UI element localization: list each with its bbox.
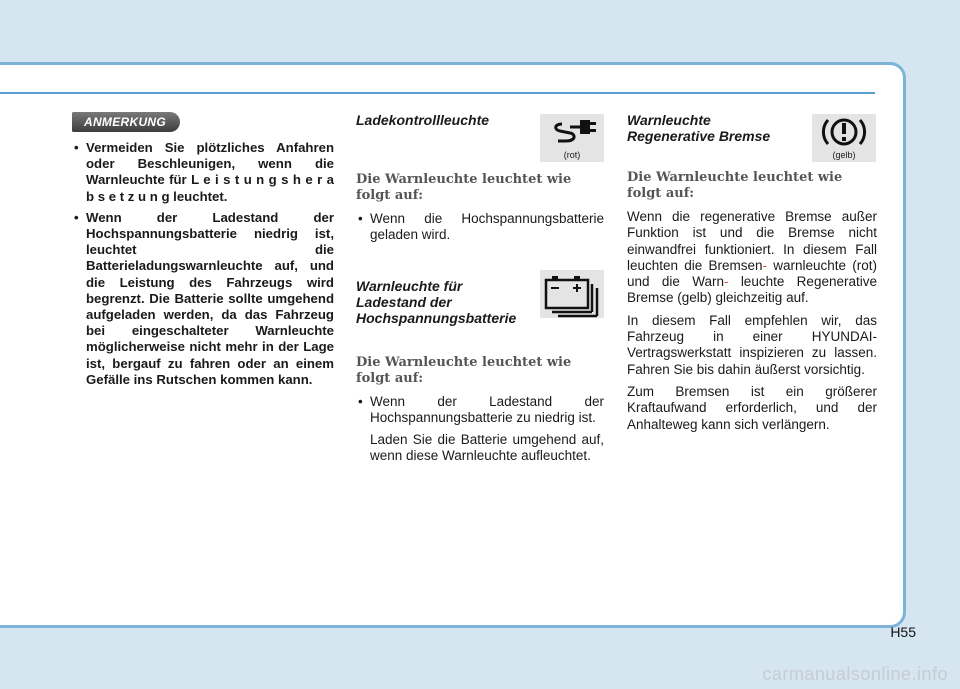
page-number: H55 — [890, 624, 916, 640]
title-line: Warnleuchte für — [356, 277, 463, 294]
battery-lamp-subhead: Die Warnleuchte leuchtet wie folgt auf: — [356, 354, 572, 386]
charge-lamp-title: Ladekontrollleuchte — [356, 112, 490, 128]
charge-lamp-color: (rot) — [563, 150, 581, 160]
title-line: Ladestand der — [356, 293, 452, 310]
list-item: • Wenn die Hochspannungsbatterie geladen wird. — [356, 211, 604, 244]
battery-lamp-icon-box — [540, 270, 604, 318]
regen-lamp-subhead: Die Warnleuchte leuchtet wie folgt auf: — [627, 170, 843, 201]
title-line: Warnleuchte — [627, 112, 711, 128]
regen-lamp-icon-box — [812, 114, 876, 162]
note-item: • Wenn der Ladestand der Hochspannungsbatterie niedrig ist, leuchtet die Batterieladungswarnleuchte auf, und die Leistung des Fahrzeugs wird begrenzt. Die Batterie sollte umgehend aufgeladen werden, da das Fahrzeug bei eingeschalteter Warnleuchte möglicherweise nicht mehr in der Lage ist, bergauf zu fahren oder an einem Gefälle ins Rutschen kommen kann. — [72, 210, 334, 388]
text-part: Wenn die regenerative Bremse außer Funktion ist und die Bremse nicht einwandfrei funktioniert. In diesem Fall leuchten die Bremsen — [627, 209, 877, 273]
note-list — [72, 140, 334, 388]
list-item: • Wenn der Ladestand der Hochspannungsbatterie zu niedrig ist. — [356, 394, 604, 427]
regen-para-2: In diesem Fall empfehlen wir, das Fahrzeug in einer HYUNDAI-Vertragswerkstatt inspizieren zu lassen. Fahren Sie bis dahin äußerst vorsichtig. — [627, 312, 877, 377]
note-item: • Vermeiden Sie plötzliches Anfahren oder Beschleunigen, wenn die Warnleuchte für L e i s t u n g s h e r a b s e t z u n g leuchtet. — [72, 140, 334, 205]
charge-lamp-icon-box — [540, 114, 604, 162]
charge-lamp-subhead: Die Warnleuchte leuchtet wie folgt auf: — [356, 172, 572, 203]
charge-lamp-list — [356, 211, 604, 244]
regen-lamp-color: (gelb) — [832, 150, 856, 160]
regen-lamp-body — [627, 209, 877, 433]
plug-charge-icon — [540, 114, 604, 150]
battery-lamp-list — [356, 394, 604, 427]
note-column — [72, 112, 334, 393]
header-rule — [0, 92, 875, 94]
battery-lamp-followup: Laden Sie die Batterie umgehend auf, wenn diese Warnleuchte aufleuchtet. — [370, 432, 604, 464]
regen-para-1 — [627, 209, 877, 307]
note-tag: ANMERKUNG — [72, 112, 180, 132]
text-part: leuchte Regenerative Bremse (gelb) gleichzeitig auf. — [627, 274, 877, 306]
title-line: Hochspannungsbatterie — [356, 309, 517, 326]
hyphen: - — [762, 257, 768, 273]
watermark: carmanualsonline.info — [762, 664, 948, 684]
brake-warning-icon — [812, 114, 876, 152]
title-line: Regenerative Bremse — [627, 128, 771, 144]
regen-para-3: Zum Bremsen ist ein größerer Kraftaufwand erforderlich, und der Anhalteweg kann sich verlängern. — [627, 383, 877, 432]
battery-stack-icon — [540, 270, 604, 318]
text-part: warnleuchte (rot) und die Warn — [627, 257, 877, 290]
hyphen: - — [723, 274, 729, 290]
